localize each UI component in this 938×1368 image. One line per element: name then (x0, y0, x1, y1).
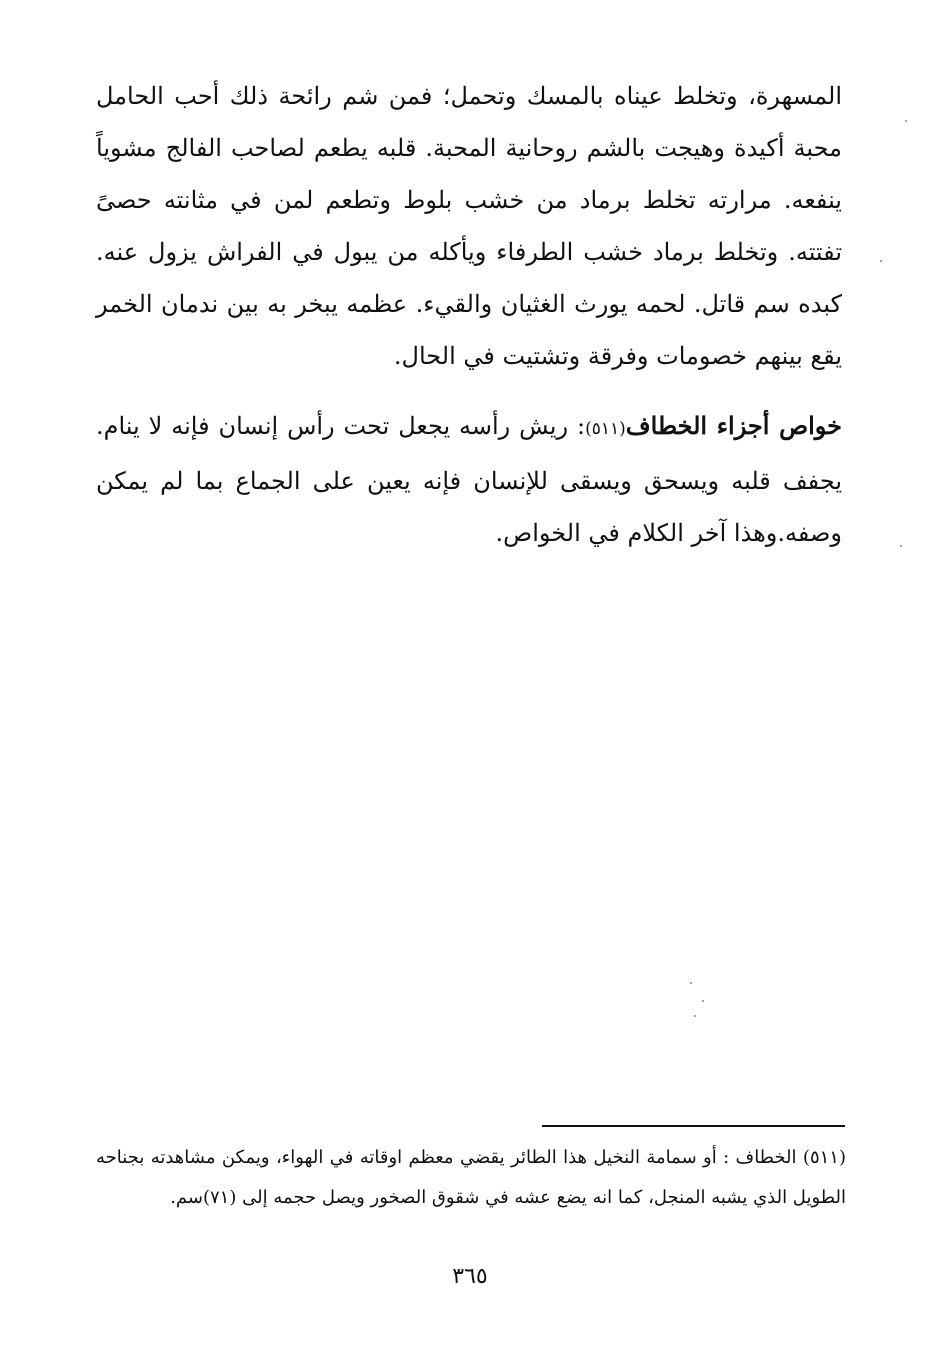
paragraph-body-text: : ريش رأسه يجعل تحت رأس إنسان فإنه لا ينام. يجفف قلبه ويسحق ويسقى للإنسان فإنه يعين على الجماع بما لم يمكن وصفه.وهذا آخر الكلام في الخواص. (96, 412, 842, 547)
footnote (96, 1138, 846, 1218)
scan-speck (694, 1015, 696, 1017)
footnote-divider (542, 1125, 845, 1127)
page-number: ٣٦٥ (452, 1264, 488, 1289)
paragraph-swallow-properties (96, 400, 842, 559)
footnote-text: (٥١١) الخطاف : أو سمامة النخيل هذا الطائر يقضي معظم اوقاته في الهواء، ويمكن مشاهدته بجناحه الطويل الذي يشبه المنجل، كما انه يضع عشه في شقوق الصخور ويصل حجمه إلى (٧١)سم. (96, 1147, 846, 1208)
paragraph-main-text: المسهرة، وتخلط عيناه بالمسك وتحمل؛ فمن شم رائحة ذلك أحب الحامل محبة أكيدة وهيجت بالشم روحانية المحبة. قلبه يطعم لصاحب الفالج مشوياً ينفعه. مرارته تخلط برماد من خشب بلوط وتطعم لمن في مثانته حصىً تفتته. وتخلط برماد خشب الطرفاء ويأكله من يبول في الفراش يزول عنه. كبده سم قاتل. لحمه يورث الغثيان والقيء. عظمه يبخر به بين ندمان الخمر يقع بينهم خصومات وفرقة وتشتيت في الحال. (96, 82, 842, 370)
scan-speck (702, 1000, 704, 1002)
scan-speck (880, 260, 882, 262)
paragraph-main (96, 70, 842, 382)
scan-speck (905, 120, 907, 122)
section-heading: خواص أجزاء الخطاف (625, 411, 842, 440)
scan-speck (690, 982, 692, 984)
footnote-reference: (٥١١) (585, 419, 626, 439)
scan-speck (900, 545, 902, 547)
